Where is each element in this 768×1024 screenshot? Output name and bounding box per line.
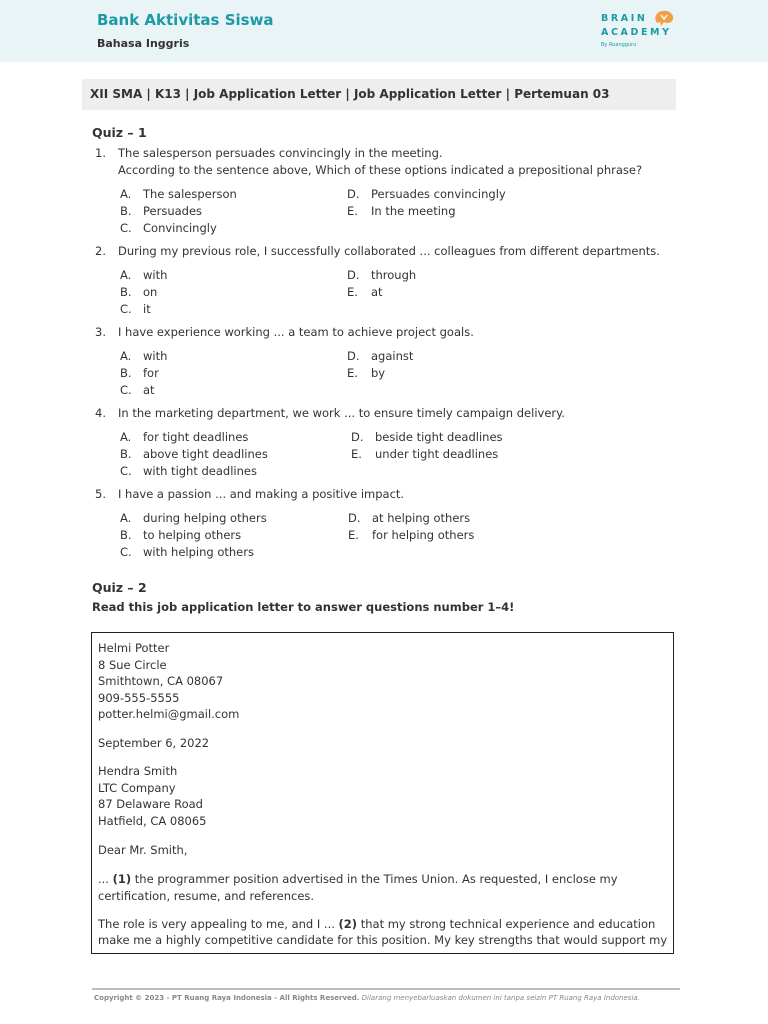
header-band <box>0 0 768 62</box>
option-text: at helping others <box>372 511 471 525</box>
question-text: I have experience working ... a team to achieve project goals. <box>118 325 474 339</box>
option-text: through <box>371 268 417 282</box>
option-letter: E. <box>351 447 362 461</box>
logo-text-academy: ACADEMY <box>601 27 672 38</box>
quiz-1-heading: Quiz – 1 <box>92 125 147 140</box>
logo-brain-icon <box>652 9 676 29</box>
document-title: Bank Aktivitas Siswa <box>97 11 274 29</box>
option-text: Persuades convincingly <box>371 187 506 201</box>
option-text: with <box>143 349 168 363</box>
option-letter: E. <box>347 366 358 380</box>
option-text: for tight deadlines <box>143 430 249 444</box>
question-number: 4. <box>95 406 106 420</box>
question-text: According to the sentence above, Which of these options indicated a prepositional phrase? <box>118 163 643 177</box>
document-subject: Bahasa Inggris <box>97 37 190 50</box>
question-number: 5. <box>95 487 106 501</box>
option-text: during helping others <box>143 511 267 525</box>
job-application-letter <box>91 632 674 954</box>
option-text: Persuades <box>143 204 203 218</box>
question-number: 3. <box>95 325 106 339</box>
paragraph-1-line-1 <box>98 872 618 886</box>
recipient-line: 87 Delaware Road <box>98 797 203 811</box>
option-letter: A. <box>120 430 132 444</box>
logo-text-byline: By Ruangguru <box>601 42 637 48</box>
option-letter: B. <box>120 528 132 542</box>
option-letter: E. <box>347 285 358 299</box>
breadcrumb: XII SMA | K13 | Job Application Letter | Job Application Letter | Pertemuan 03 <box>90 87 610 101</box>
option-letter: C. <box>120 383 132 397</box>
question-text: The salesperson persuades convincingly in the meeting. <box>118 146 443 160</box>
option-text: with <box>143 268 168 282</box>
distribution-notice: Dilarang menyebarluaskan dokumen ini tanpa seizin PT Ruang Raya Indonesia. <box>359 994 640 1002</box>
copyright-text: Copyright © 2023 - PT Ruang Raya Indonesia - All Rights Reserved. <box>94 994 360 1002</box>
option-letter: E. <box>347 204 358 218</box>
question-number: 1. <box>95 146 106 160</box>
letter-date: September 6, 2022 <box>98 736 210 750</box>
option-text: it <box>143 302 151 316</box>
sender-line: Smithtown, CA 08067 <box>98 674 224 688</box>
paragraph-text: The role is very appealing to me, and I ... <box>98 917 339 931</box>
option-text: at <box>371 285 383 299</box>
footer <box>94 994 640 1002</box>
option-text: above tight deadlines <box>143 447 268 461</box>
option-text: Convincingly <box>143 221 217 235</box>
paragraph-text: that my strong technical experience and education <box>357 917 656 931</box>
recipient-line: Hendra Smith <box>98 764 178 778</box>
option-letter: A. <box>120 349 132 363</box>
paragraph-text: the programmer position advertised in the Times Union. As requested, I enclose my <box>131 872 618 886</box>
paragraph-2-line-1 <box>98 917 655 931</box>
option-letter: B. <box>120 285 132 299</box>
option-text: by <box>371 366 386 380</box>
option-text: with tight deadlines <box>143 464 257 478</box>
option-letter: E. <box>348 528 359 542</box>
question-text: During my previous role, I successfully collaborated ... colleagues from different departments. <box>118 244 660 258</box>
option-letter: D. <box>347 349 360 363</box>
option-letter: A. <box>120 268 132 282</box>
option-text: on <box>143 285 158 299</box>
sender-line: 8 Sue Circle <box>98 658 167 672</box>
option-text: at <box>143 383 155 397</box>
option-letter: C. <box>120 464 132 478</box>
quiz-2-heading: Quiz – 2 <box>92 580 147 595</box>
sender-line: Helmi Potter <box>98 641 170 655</box>
salutation: Dear Mr. Smith, <box>98 843 188 857</box>
option-text: In the meeting <box>371 204 456 218</box>
brain-academy-logo <box>598 9 678 53</box>
blank-marker: (1) <box>112 872 132 886</box>
option-letter: B. <box>120 366 132 380</box>
option-letter: B. <box>120 447 132 461</box>
option-letter: D. <box>347 268 360 282</box>
option-letter: A. <box>120 187 132 201</box>
option-letter: A. <box>120 511 132 525</box>
breadcrumb-bar <box>82 79 676 110</box>
option-letter: D. <box>348 511 361 525</box>
paragraph-text: ... <box>98 872 113 886</box>
question-text: In the marketing department, we work ... to ensure timely campaign delivery. <box>118 406 565 420</box>
option-text: The salesperson <box>143 187 237 201</box>
recipient-line: LTC Company <box>98 781 176 795</box>
sender-line: 909-555-5555 <box>98 691 180 705</box>
blank-marker: (2) <box>338 917 358 931</box>
question-text: I have a passion ... and making a positive impact. <box>118 487 405 501</box>
logo-text-brain: BRAIN <box>601 13 648 24</box>
option-text: under tight deadlines <box>375 447 499 461</box>
question-number: 2. <box>95 244 106 258</box>
option-letter: C. <box>120 221 132 235</box>
option-letter: D. <box>351 430 364 444</box>
option-text: with helping others <box>143 545 254 559</box>
paragraph-2-line-2: make me a highly competitive candidate for this position. My key strengths that would support my <box>98 933 668 947</box>
option-letter: D. <box>347 187 360 201</box>
quiz-2-instruction: Read this job application letter to answer questions number 1–4! <box>92 600 515 614</box>
option-letter: C. <box>120 545 132 559</box>
option-text: to helping others <box>143 528 242 542</box>
paragraph-1-line-2: certification, resume, and references. <box>98 889 315 903</box>
option-letter: B. <box>120 204 132 218</box>
option-letter: C. <box>120 302 132 316</box>
option-text: for <box>143 366 159 380</box>
option-text: against <box>371 349 414 363</box>
sender-line: potter.helmi@gmail.com <box>98 707 240 721</box>
footer-divider <box>92 988 680 990</box>
option-text: for helping others <box>372 528 475 542</box>
option-text: beside tight deadlines <box>375 430 503 444</box>
recipient-line: Hatfield, CA 08065 <box>98 814 207 828</box>
